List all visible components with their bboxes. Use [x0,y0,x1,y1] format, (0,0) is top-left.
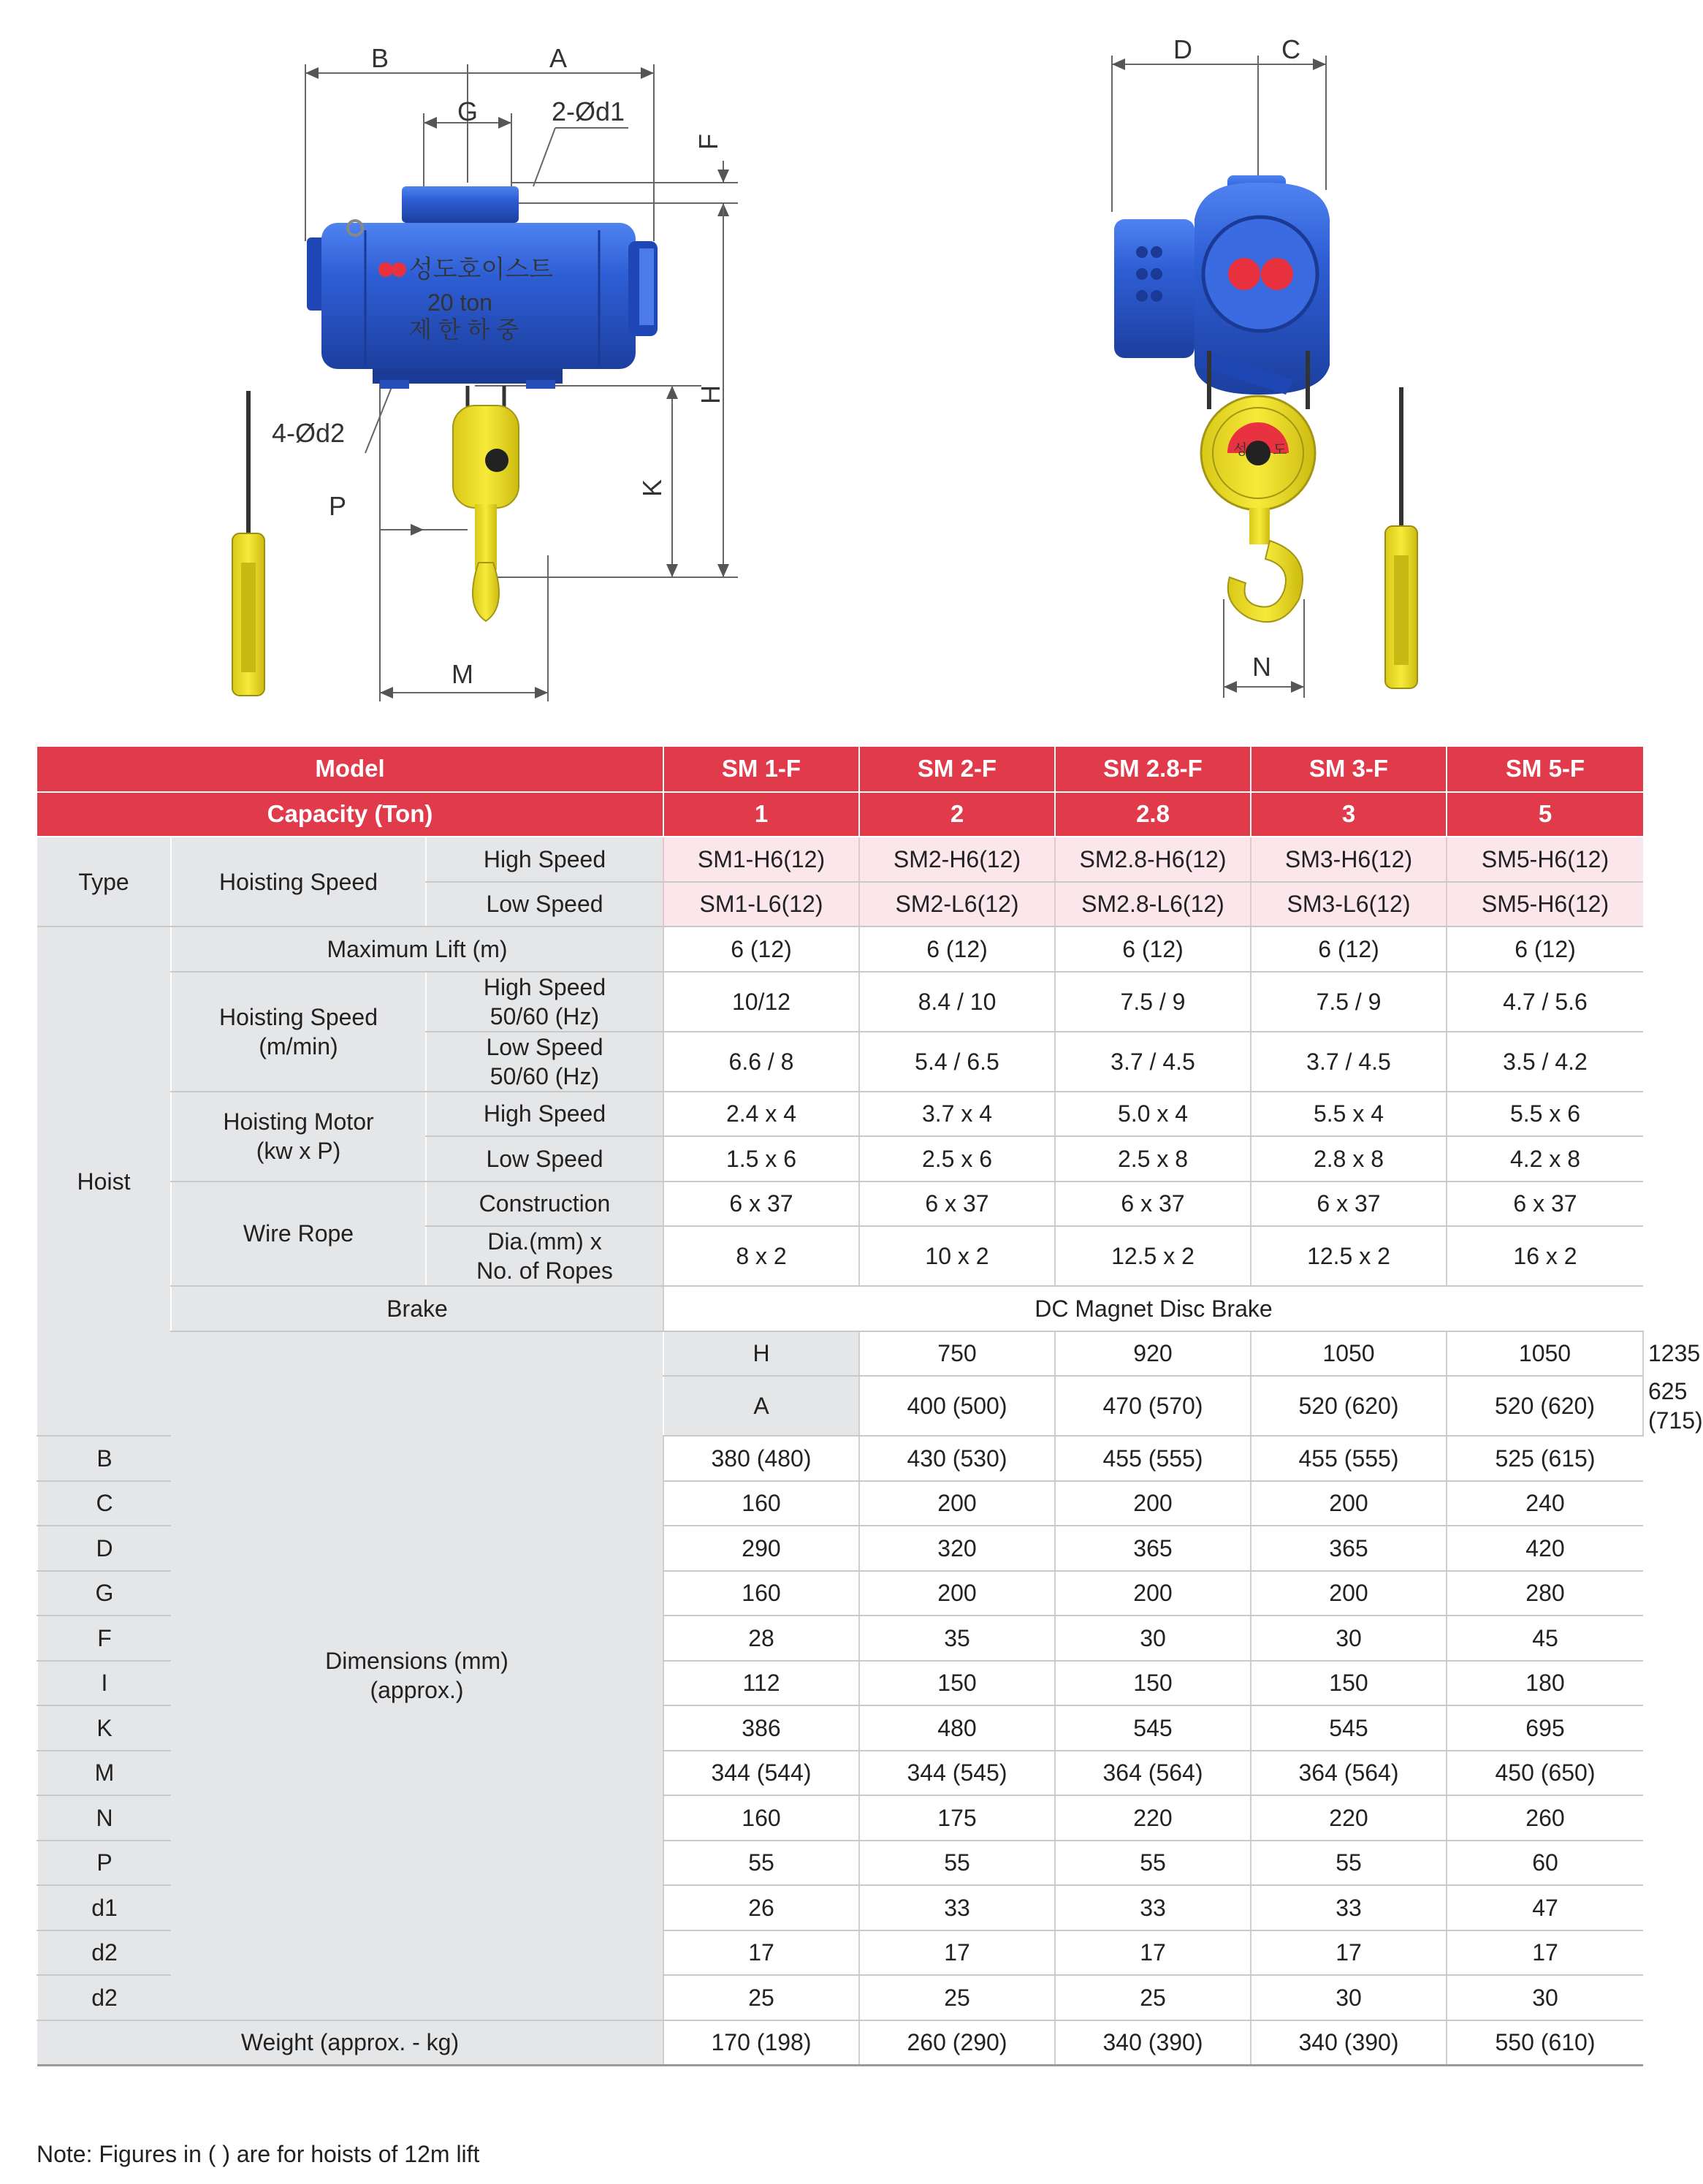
hoist-group-label: Hoist [37,927,171,1436]
rope-construction-row [37,1182,1643,1227]
max-lift-label: Maximum Lift (m) [171,927,663,972]
dimension-cell: 520 (620) [1251,1376,1447,1436]
dimension-cell: 17 [1447,1930,1643,1976]
max-lift-cell: 6 (12) [1447,927,1643,972]
dimension-cell: 455 (555) [1055,1436,1251,1481]
max-lift-row [37,927,1643,972]
max-lift-cell: 6 (12) [859,927,1055,972]
model-cell: SM 1-F [663,747,859,792]
rope-dia-cell: 8 x 2 [663,1226,859,1286]
weight-cell: 550 (610) [1447,2020,1643,2066]
capacity-cell: 2.8 [1055,792,1251,837]
rope-dia-cell: 12.5 x 2 [1055,1226,1251,1286]
rope-construction-cell: 6 x 37 [663,1182,859,1227]
rope-dia-label-line1: Dia.(mm) x [487,1228,602,1255]
dimension-cell: 33 [859,1885,1055,1930]
dimension-cell: 200 [1055,1571,1251,1616]
dimension-cell: 33 [1251,1885,1447,1930]
hoist-speed-label-line2: (m/min) [259,1032,338,1059]
weight-cell: 340 (390) [1251,2020,1447,2066]
dimension-cell: 240 [1447,1481,1643,1526]
dimension-cell: 365 [1055,1526,1251,1571]
side-label-f: F [693,134,723,150]
side-view-drawing [232,43,738,701]
dimension-cell: 175 [859,1795,1055,1841]
dimension-cell: 160 [663,1571,859,1616]
type-low-label: Low Speed [426,882,663,927]
capacity-cell: 3 [1251,792,1447,837]
side-label-m: M [452,659,473,689]
rope-construction-cell: 6 x 37 [1055,1182,1251,1227]
dimension-cell: 525 (615) [1447,1436,1643,1481]
motor-label-line1: Hoisting Motor [223,1108,374,1135]
rope-dia-label-line2: No. of Ropes [476,1257,613,1284]
speed-high-label-line1: High Speed [483,973,606,1000]
rope-dia-cell: 10 x 2 [859,1226,1055,1286]
side-label-d2: 4-Ød2 [272,418,346,448]
dimension-cell: 35 [859,1616,1055,1661]
type-low-cell: SM2-L6(12) [859,882,1055,927]
motor-high-cell: 5.5 x 6 [1447,1092,1643,1137]
model-row [37,747,1643,792]
dimension-cell: 150 [1251,1661,1447,1706]
speed-high-row [37,972,1643,1032]
motor-low-cell: 2.8 x 8 [1251,1136,1447,1182]
dimension-cell: 470 (570) [1055,1376,1251,1436]
dimension-cell: 28 [663,1616,859,1661]
capacity-cell: 2 [859,792,1055,837]
front-label-c: C [1281,34,1300,64]
max-lift-cell: 6 (12) [663,927,859,972]
dimension-key: d2 [37,1975,171,2020]
rope-dia-label [426,1226,663,1286]
footnote: Note: Figures in ( ) are for hoists of 12m lift [37,2141,480,2167]
dimensions-group-label-line1: Dimensions (mm) [325,1648,508,1674]
brake-row [37,1286,1643,1331]
dimension-cell: 386 [663,1705,859,1751]
dimension-cell: 30 [1055,1616,1251,1661]
dimension-key: H [663,1331,859,1377]
dimension-cell: 60 [1447,1841,1643,1886]
dimension-cell: 695 [1447,1705,1643,1751]
side-label-d1: 2-Ød1 [552,96,625,126]
dimension-cell: 25 [663,1975,859,2020]
dimension-cell: 17 [663,1930,859,1976]
speed-high-cell: 10/12 [663,972,859,1032]
dimension-cell: 920 [1055,1331,1251,1377]
dimension-key: d2 [37,1930,171,1976]
front-block-text-2: 도 [1273,442,1287,458]
dimensions-group-label-line2: (approx.) [370,1677,464,1703]
side-body-text-capacity: 20 ton [427,289,492,316]
motor-low-cell: 4.2 x 8 [1447,1136,1643,1182]
side-label-p: P [329,491,347,521]
type-high-cell: SM2-H6(12) [859,837,1055,882]
dimension-cell: 750 [859,1331,1055,1377]
dimension-cell: 365 [1251,1526,1447,1571]
rope-label: Wire Rope [171,1182,426,1287]
dimension-cell: 545 [1251,1705,1447,1751]
dimension-cell: 480 [859,1705,1055,1751]
dimension-cell: 260 [1447,1795,1643,1841]
dimension-cell: 364 (564) [1251,1751,1447,1796]
motor-low-cell: 1.5 x 6 [663,1136,859,1182]
hoist-body-front [1114,175,1330,395]
dimension-cell: 344 (545) [859,1751,1055,1796]
dimension-cell: 55 [859,1841,1055,1886]
type-group-label: Type [37,837,171,927]
dimension-cell: 364 (564) [1055,1751,1251,1796]
type-high-row [37,837,1643,882]
model-header: Model [37,747,663,792]
side-body-text-brand: 성도호이스트 [409,256,554,284]
side-label-h: H [696,385,725,404]
speed-high-cell: 7.5 / 9 [1055,972,1251,1032]
dimension-cell: 33 [1055,1885,1251,1930]
motor-label [171,1092,426,1182]
speed-high-cell: 8.4 / 10 [859,972,1055,1032]
dimension-key: P [37,1841,171,1886]
dimension-cell: 1050 [1447,1331,1643,1377]
model-cell: SM 2.8-F [1055,747,1251,792]
motor-high-row [37,1092,1643,1137]
rope-construction-cell: 6 x 37 [859,1182,1055,1227]
dimension-cell: 45 [1447,1616,1643,1661]
speed-high-label [426,972,663,1032]
speed-low-cell: 6.6 / 8 [663,1032,859,1092]
motor-low-cell: 2.5 x 6 [859,1136,1055,1182]
speed-low-cell: 3.7 / 4.5 [1055,1032,1251,1092]
hook-block-side [453,386,519,621]
dimension-cell: 26 [663,1885,859,1930]
dimension-cell: 420 [1447,1526,1643,1571]
dimension-cell: 112 [663,1661,859,1706]
side-label-g: G [457,96,479,126]
dimension-cell: 220 [1251,1795,1447,1841]
dimension-cell: 160 [663,1795,859,1841]
motor-high-cell: 5.0 x 4 [1055,1092,1251,1137]
dimension-cell: 455 (555) [1251,1436,1447,1481]
dimension-cell: 380 (480) [663,1436,859,1481]
dimension-key: D [37,1526,171,1571]
type-low-cell: SM2.8-L6(12) [1055,882,1251,927]
capacity-cell: 1 [663,792,859,837]
dimension-cell: 55 [1251,1841,1447,1886]
dimension-cell: 17 [1251,1930,1447,1976]
hoist-drawings [0,0,1673,731]
rope-construction-cell: 6 x 37 [1447,1182,1643,1227]
hoist-body-side [307,186,658,389]
dimension-cell: 520 (620) [1447,1376,1643,1436]
dimension-key: M [37,1751,171,1796]
rope-dia-cell: 12.5 x 2 [1251,1226,1447,1286]
hoist-speed-label [171,972,426,1092]
weight-cell: 260 (290) [859,2020,1055,2066]
dimension-key: B [37,1436,171,1481]
dimension-cell: 150 [1055,1661,1251,1706]
model-cell: SM 5-F [1447,747,1643,792]
dimension-cell: 17 [1055,1930,1251,1976]
side-label-b: B [371,43,389,73]
dimension-cell: 450 (650) [1447,1751,1643,1796]
dimension-cell: 430 (530) [859,1436,1055,1481]
dimension-cell: 344 (544) [663,1751,859,1796]
dimension-cell: 25 [1055,1975,1251,2020]
dimension-cell: 200 [1055,1481,1251,1526]
type-low-cell: SM3-L6(12) [1251,882,1447,927]
dimension-cell: 55 [663,1841,859,1886]
dimension-cell: 1050 [1251,1331,1447,1377]
speed-low-cell: 5.4 / 6.5 [859,1032,1055,1092]
dimension-key: A [663,1376,859,1436]
speed-high-label-line2: 50/60 (Hz) [489,1002,600,1030]
motor-high-cell: 3.7 x 4 [859,1092,1055,1137]
speed-low-cell: 3.7 / 4.5 [1251,1032,1447,1092]
dimension-cell: 545 [1055,1705,1251,1751]
dimension-cell: 290 [663,1526,859,1571]
front-label-n: N [1252,652,1271,682]
side-body-text-limit: 제 한 하 중 [409,316,519,343]
type-low-cell: SM1-L6(12) [663,882,859,927]
weight-row [37,2020,1643,2066]
hoist-speed-label-line1: Hoisting Speed [218,1003,378,1030]
rope-construction-cell: 6 x 37 [1251,1182,1447,1227]
dimension-cell: 180 [1447,1661,1643,1706]
capacity-row [37,792,1643,837]
type-sub-label: Hoisting Speed [171,837,426,927]
speed-low-label-line2: 50/60 (Hz) [489,1062,600,1089]
pendant-control-right [1385,387,1417,688]
dimension-cell: 30 [1251,1616,1447,1661]
speed-high-cell: 7.5 / 9 [1251,972,1447,1032]
dimension-key: G [37,1571,171,1616]
dimension-row: Dimensions (mm) (approx.) H 750 920 1050 1050 1235 [37,1331,1643,1377]
dimension-key: N [37,1795,171,1841]
type-high-cell: SM5-H6(12) [1447,837,1643,882]
dimension-cell: 200 [859,1571,1055,1616]
model-cell: SM 2-F [859,747,1055,792]
pendant-control-left [232,391,264,696]
spec-table [37,747,1703,2066]
dimensions-group-label [171,1331,663,2020]
dimension-cell: 400 (500) [859,1376,1055,1436]
motor-high-label: High Speed [426,1092,663,1137]
motor-high-cell: 5.5 x 4 [1251,1092,1447,1137]
dimension-cell: 30 [1251,1975,1447,2020]
dimension-cell: 280 [1447,1571,1643,1616]
side-label-k: K [637,479,667,497]
weight-cell: 340 (390) [1055,2020,1251,2066]
front-block-text-1: 성 [1233,442,1248,458]
type-high-cell: SM3-H6(12) [1251,837,1447,882]
dimension-cell: 160 [663,1481,859,1526]
motor-label-line2: (kw x P) [256,1138,341,1164]
motor-low-cell: 2.5 x 8 [1055,1136,1251,1182]
dimension-key: d1 [37,1885,171,1930]
weight-cell: 170 (198) [663,2020,859,2066]
dimension-cell: 150 [859,1661,1055,1706]
type-low-cell: SM5-H6(12) [1447,882,1643,927]
type-high-cell: SM1-H6(12) [663,837,859,882]
brake-label: Brake [171,1286,663,1331]
dimension-cell: 220 [1055,1795,1251,1841]
dimension-cell: 200 [859,1481,1055,1526]
speed-low-cell: 3.5 / 4.2 [1447,1032,1643,1092]
rope-dia-cell: 16 x 2 [1447,1226,1643,1286]
type-high-cell: SM2.8-H6(12) [1055,837,1251,882]
max-lift-cell: 6 (12) [1055,927,1251,972]
dimension-cell: 320 [859,1526,1055,1571]
dimension-key: K [37,1705,171,1751]
capacity-header: Capacity (Ton) [37,792,663,837]
dimension-key: C [37,1481,171,1526]
speed-high-cell: 4.7 / 5.6 [1447,972,1643,1032]
motor-low-label: Low Speed [426,1136,663,1182]
dimension-row: A 400 (500) 470 (570) 520 (620) 520 (620) 625 (715) [37,1376,1643,1436]
dimension-cell: 200 [1251,1571,1447,1616]
weight-label: Weight (approx. - kg) [37,2020,663,2066]
dimension-cell: 17 [859,1930,1055,1976]
front-label-d: D [1173,34,1192,64]
rope-construction-label: Construction [426,1182,663,1227]
capacity-cell: 5 [1447,792,1643,837]
max-lift-cell: 6 (12) [1251,927,1447,972]
speed-low-label-line1: Low Speed [486,1033,603,1060]
speed-low-label [426,1032,663,1092]
side-label-a: A [549,43,568,73]
model-cell: SM 3-F [1251,747,1447,792]
dimension-cell: 47 [1447,1885,1643,1930]
motor-high-cell: 2.4 x 4 [663,1092,859,1137]
type-high-label: High Speed [426,837,663,882]
dimension-key: I [37,1661,171,1706]
dimension-cell: 200 [1251,1481,1447,1526]
dimension-key: F [37,1616,171,1661]
dimension-cell: 55 [1055,1841,1251,1886]
dimension-cell: 25 [859,1975,1055,2020]
brake-value: DC Magnet Disc Brake [663,1286,1643,1331]
front-view-drawing [1112,34,1417,698]
dimension-cell: 30 [1447,1975,1643,2020]
